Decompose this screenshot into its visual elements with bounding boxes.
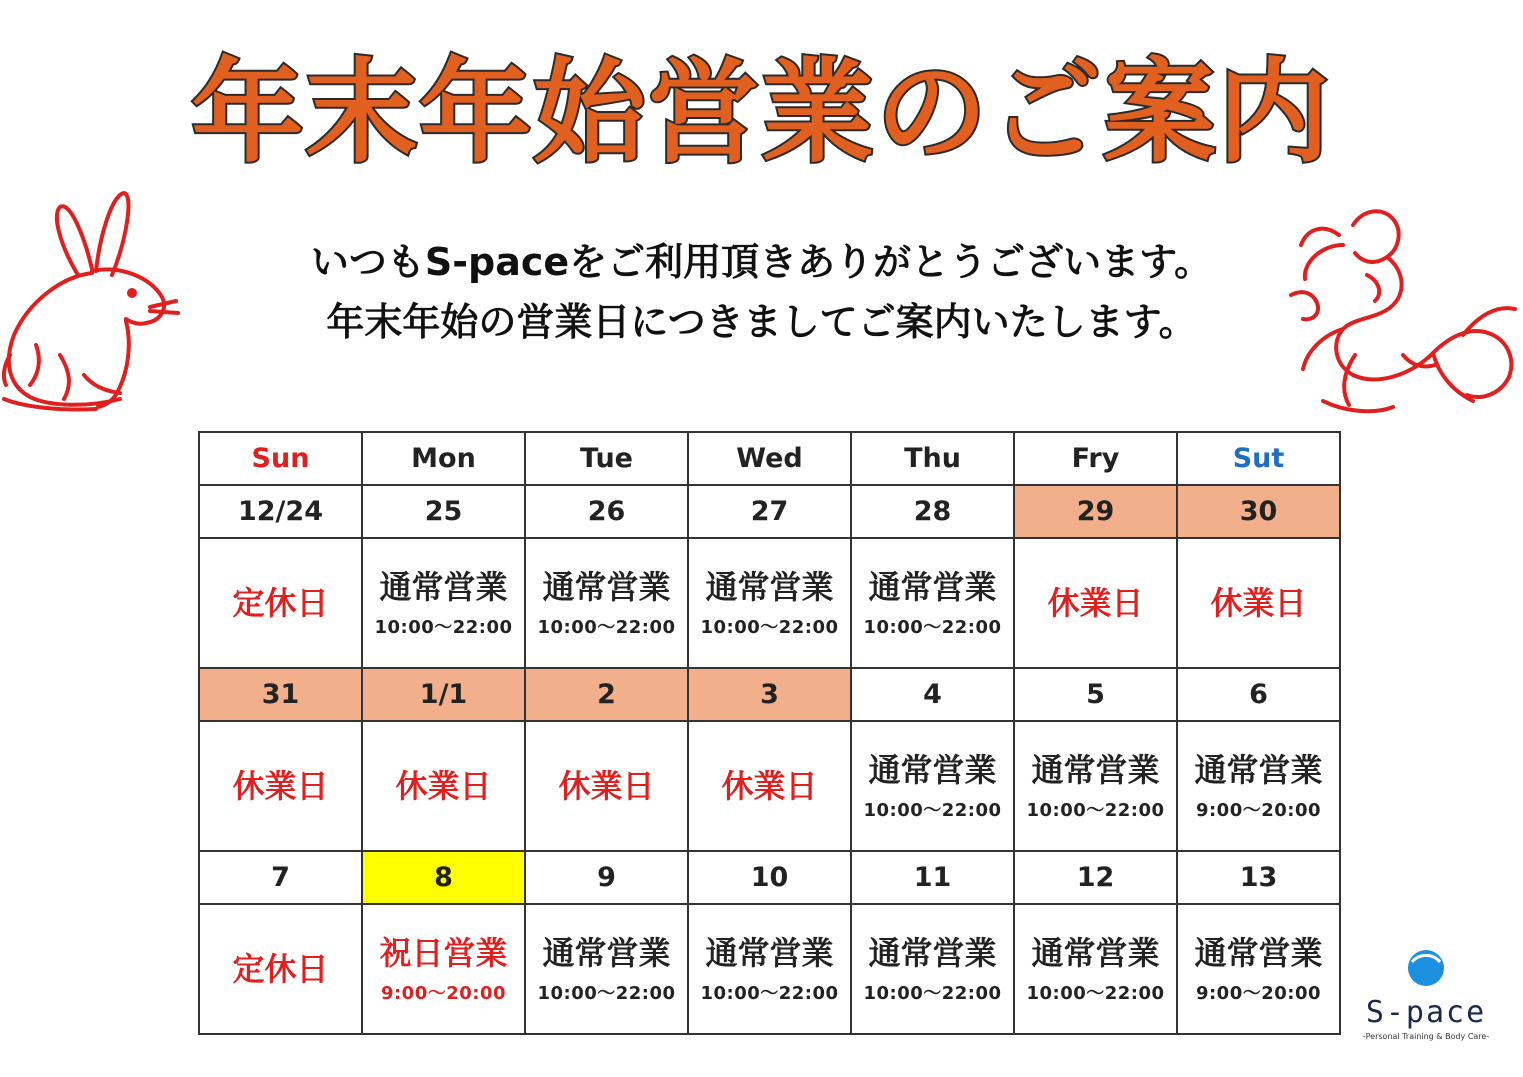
date-cell: 4 [851, 668, 1014, 721]
status-cell [851, 538, 1014, 668]
date-cell: 12/24 [199, 485, 362, 538]
status-cell [362, 721, 525, 851]
date-cell: 25 [362, 485, 525, 538]
date-row [199, 485, 1340, 538]
rabbit-illustration [0, 185, 180, 420]
status-cell [199, 538, 362, 668]
status-label: 定休日 [232, 584, 329, 622]
status-cell [851, 904, 1014, 1034]
date-row [199, 668, 1340, 721]
date-cell: 8 [362, 851, 525, 904]
status-label: 通常営業 [542, 934, 671, 972]
status-cell [1014, 538, 1177, 668]
business-hours: 10:00〜22:00 [863, 983, 1002, 1004]
calendar-table [198, 431, 1341, 1035]
date-cell: 28 [851, 485, 1014, 538]
status-row [199, 538, 1340, 668]
date-cell: 27 [688, 485, 851, 538]
weekday-mon: Mon [362, 432, 525, 485]
status-cell [1014, 721, 1177, 851]
date-cell: 13 [1177, 851, 1340, 904]
dragon-illustration [1283, 205, 1523, 420]
date-row [199, 851, 1340, 904]
status-cell [1177, 721, 1340, 851]
weekday-tue: Tue [525, 432, 688, 485]
weekday-sun: Sun [199, 432, 362, 485]
status-label: 休業日 [395, 767, 492, 805]
business-hours: 10:00〜22:00 [863, 800, 1002, 821]
status-cell [851, 721, 1014, 851]
business-hours: 9:00〜20:00 [1195, 983, 1322, 1004]
date-cell: 3 [688, 668, 851, 721]
business-hours: 10:00〜22:00 [537, 617, 676, 638]
business-hours: 10:00〜22:00 [1026, 800, 1165, 821]
intro-line: いつもS-paceをご利用頂きありがとうございます。 [310, 240, 1213, 284]
business-hours: 9:00〜20:00 [380, 983, 507, 1004]
status-cell [362, 904, 525, 1034]
business-hours: 10:00〜22:00 [700, 617, 839, 638]
date-cell: 5 [1014, 668, 1177, 721]
status-cell [1177, 904, 1340, 1034]
status-label: 休業日 [232, 767, 329, 805]
date-cell: 30 [1177, 485, 1340, 538]
status-row [199, 721, 1340, 851]
weekday-thu: Thu [851, 432, 1014, 485]
status-cell [688, 538, 851, 668]
date-cell: 10 [688, 851, 851, 904]
status-label: 通常営業 [868, 751, 997, 789]
status-cell [688, 721, 851, 851]
date-cell: 11 [851, 851, 1014, 904]
status-row [199, 904, 1340, 1034]
status-label: 祝日営業 [379, 934, 508, 972]
business-hours: 10:00〜22:00 [1026, 983, 1165, 1004]
business-hours: 10:00〜22:00 [863, 617, 1002, 638]
weekday-sat: Sut [1177, 432, 1340, 485]
status-label: 休業日 [558, 767, 655, 805]
date-cell: 2 [525, 668, 688, 721]
date-cell: 6 [1177, 668, 1340, 721]
date-cell: 9 [525, 851, 688, 904]
s-pace-logo-mark-icon [1404, 946, 1448, 990]
status-cell [525, 721, 688, 851]
status-label: 休業日 [1210, 584, 1307, 622]
status-label: 通常営業 [1194, 751, 1323, 789]
status-label: 通常営業 [868, 568, 997, 606]
status-label: 通常営業 [705, 568, 834, 606]
date-cell: 26 [525, 485, 688, 538]
weekday-header-row [199, 432, 1340, 485]
date-cell: 31 [199, 668, 362, 721]
date-cell: 1/1 [362, 668, 525, 721]
business-hours: 10:00〜22:00 [374, 617, 513, 638]
s-pace-logo [1346, 946, 1506, 1041]
status-label: 通常営業 [1031, 751, 1160, 789]
status-label: 通常営業 [705, 934, 834, 972]
status-label: 休業日 [721, 767, 818, 805]
intro-line: 年末年始の営業日につきましてご案内いたします。 [326, 300, 1197, 344]
status-label: 通常営業 [542, 568, 671, 606]
status-cell [199, 904, 362, 1034]
status-cell [1177, 538, 1340, 668]
status-label: 通常営業 [1194, 934, 1323, 972]
status-cell [525, 538, 688, 668]
business-hours: 9:00〜20:00 [1195, 800, 1322, 821]
page-title: 年末年始営業のご案内 [191, 48, 1332, 178]
date-cell: 12 [1014, 851, 1177, 904]
status-cell [362, 538, 525, 668]
logo-name: S-pace [1365, 995, 1487, 1030]
date-cell: 7 [199, 851, 362, 904]
status-label: 通常営業 [1031, 934, 1160, 972]
logo-tagline: -Personal Training & Body Care- [1362, 1032, 1490, 1041]
status-cell [199, 721, 362, 851]
status-label: 定休日 [232, 950, 329, 988]
weekday-wed: Wed [688, 432, 851, 485]
status-label: 休業日 [1047, 584, 1144, 622]
status-label: 通常営業 [379, 568, 508, 606]
status-cell [688, 904, 851, 1034]
business-hours: 10:00〜22:00 [537, 983, 676, 1004]
date-cell: 29 [1014, 485, 1177, 538]
weekday-fri: Fry [1014, 432, 1177, 485]
status-label: 通常営業 [868, 934, 997, 972]
status-cell [1014, 904, 1177, 1034]
status-cell [525, 904, 688, 1034]
business-hours: 10:00〜22:00 [700, 983, 839, 1004]
